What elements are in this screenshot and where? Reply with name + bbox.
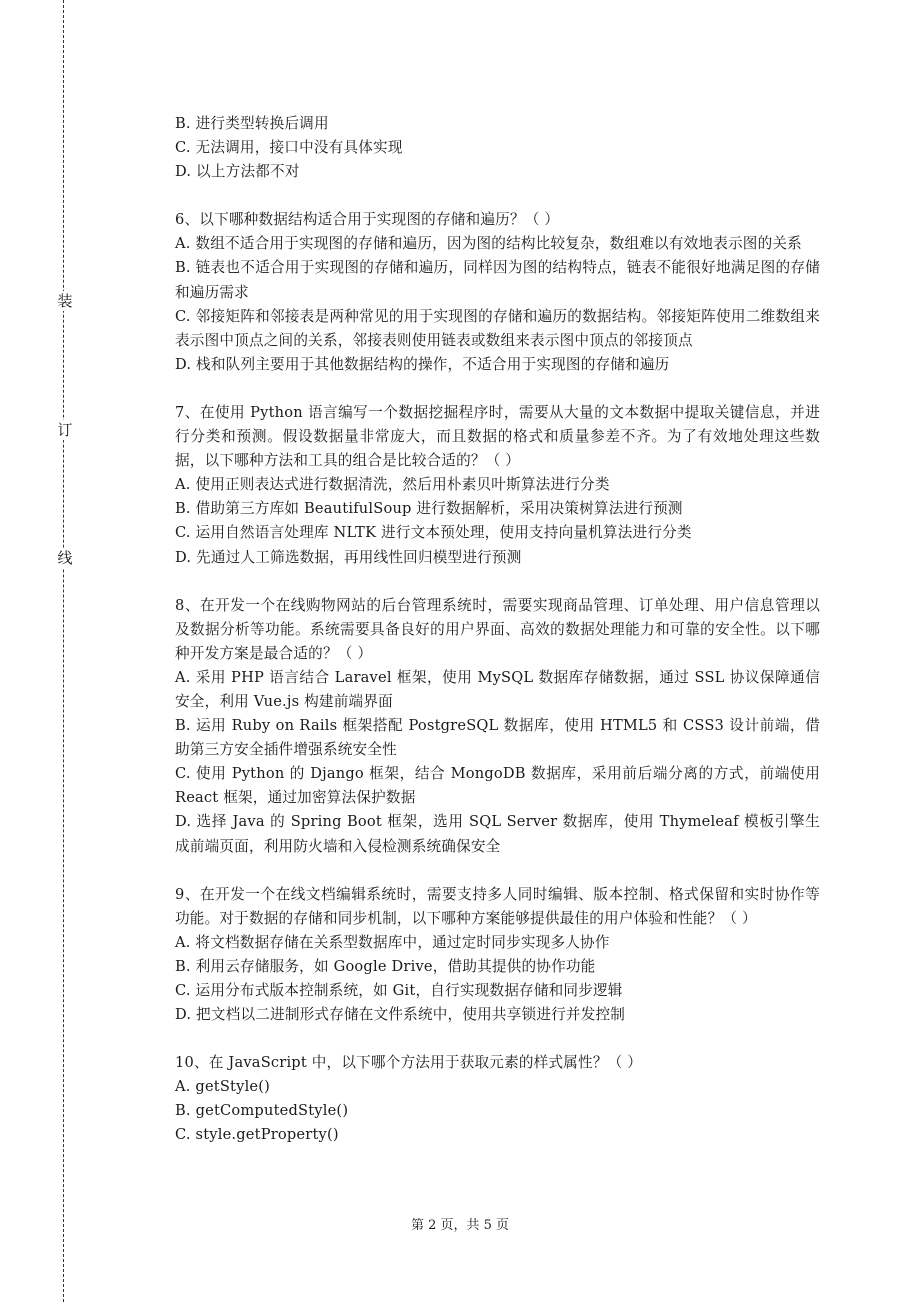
question-9	[175, 883, 820, 1028]
option-text: A. 采用 PHP 语言结合 Laravel 框架，使用 MySQL 数据库存储数据，通过 SSL 协议保障通信安全，利用 Vue.js 构建前端界面	[175, 668, 820, 710]
option-text: C. style.getProperty()	[175, 1126, 339, 1144]
question-stem: 10、在 JavaScript 中，以下哪个方法用于获取元素的样式属性？（ ）	[175, 1054, 643, 1072]
option-text: C. 邻接矩阵和邻接表是两种常见的用于实现图的存储和遍历的数据结构。邻接矩阵使用二维数组来表示图中顶点之间的关系，邻接表则使用链表或数组来表示图中顶点的邻接顶点	[175, 307, 820, 349]
option-text: B. 链表也不适合用于实现图的存储和遍历，同样因为图的结构特点，链表不能很好地满足图的存储和遍历需求	[175, 259, 820, 301]
option-text: A. getStyle()	[175, 1078, 271, 1096]
binding-dashed-line	[63, 0, 64, 1302]
option-text: C. 运用自然语言处理库 NLTK 进行文本预处理，使用支持向量机算法进行分类	[175, 524, 692, 542]
question-7	[175, 401, 820, 570]
question-6	[175, 208, 820, 377]
option-text: B. 利用云存储服务，如 Google Drive，借助其提供的协作功能	[175, 957, 596, 975]
option-text: D. 把文档以二进制形式存储在文件系统中，使用共享锁进行并发控制	[175, 1006, 626, 1024]
option-text: A. 数组不适合用于实现图的存储和遍历，因为图的结构比较复杂，数组难以有效地表示图的关系	[175, 235, 802, 253]
option-text: C. 无法调用，接口中没有具体实现	[175, 139, 403, 157]
question-stem: 8、在开发一个在线购物网站的后台管理系统时，需要实现商品管理、订单处理、用户信息管理以及数据分析等功能。系统需要具备良好的用户界面、高效的数据处理能力和可靠的安全性。以下哪种开发方案是最合适的？（ ）	[175, 596, 820, 662]
page-content	[175, 112, 820, 1148]
option-text: A. 使用正则表达式进行数据清洗，然后用朴素贝叶斯算法进行分类	[175, 476, 610, 494]
option-text: C. 使用 Python 的 Django 框架，结合 MongoDB 数据库，采用前后端分离的方式，前端使用 React 框架，通过加密算法保护数据	[175, 765, 820, 807]
binding-char-xian: 线	[57, 549, 73, 567]
question-10	[175, 1051, 820, 1147]
question-5-continued	[175, 112, 820, 184]
option-text: B. 进行类型转换后调用	[175, 115, 329, 132]
binding-char-zhuang: 装	[57, 292, 73, 310]
question-8	[175, 594, 820, 859]
option-text: A. 将文档数据存储在关系型数据库中，通过定时同步实现多人协作	[175, 933, 610, 951]
option-text: D. 先通过人工筛选数据，再用线性回归模型进行预测	[175, 548, 522, 566]
page-footer: 第 2 页，共 5 页	[410, 1218, 510, 1233]
question-stem: 6、以下哪种数据结构适合用于实现图的存储和遍历？（ ）	[175, 211, 560, 229]
option-text: B. getComputedStyle()	[175, 1102, 349, 1120]
option-text: C. 运用分布式版本控制系统，如 Git，自行实现数据存储和同步逻辑	[175, 982, 623, 999]
option-text: B. 运用 Ruby on Rails 框架搭配 PostgreSQL 数据库，使用 HTML5 和 CSS3 设计前端，借助第三方安全插件增强系统安全性	[175, 717, 820, 759]
question-stem: 9、在开发一个在线文档编辑系统时，需要支持多人同时编辑、版本控制、格式保留和实时协作等功能。对于数据的存储和同步机制，以下哪种方案能够提供最佳的用户体验和性能？（ ）	[175, 885, 820, 927]
option-text: D. 栈和队列主要用于其他数据结构的操作，不适合用于实现图的存储和遍历	[175, 355, 670, 373]
question-stem: 7、在使用 Python 语言编写一个数据挖掘程序时，需要从大量的文本数据中提取关键信息，并进行分类和预测。假设数据量非常庞大，而且数据的格式和质量参差不齐。为了有效地处理这些数据，以下哪种方法和工具的组合是比较合适的？（ ）	[175, 403, 820, 470]
option-text: D. 以上方法都不对	[175, 163, 300, 181]
option-text: D. 选择 Java 的 Spring Boot 框架，选用 SQL Server 数据库，使用 Thymeleaf 模板引擎生成前端页面，利用防火墙和入侵检测系统确保安全	[175, 813, 820, 855]
binding-char-ding: 订	[57, 421, 73, 439]
option-text: B. 借助第三方库如 BeautifulSoup 进行数据解析，采用决策树算法进行预测	[175, 500, 683, 518]
